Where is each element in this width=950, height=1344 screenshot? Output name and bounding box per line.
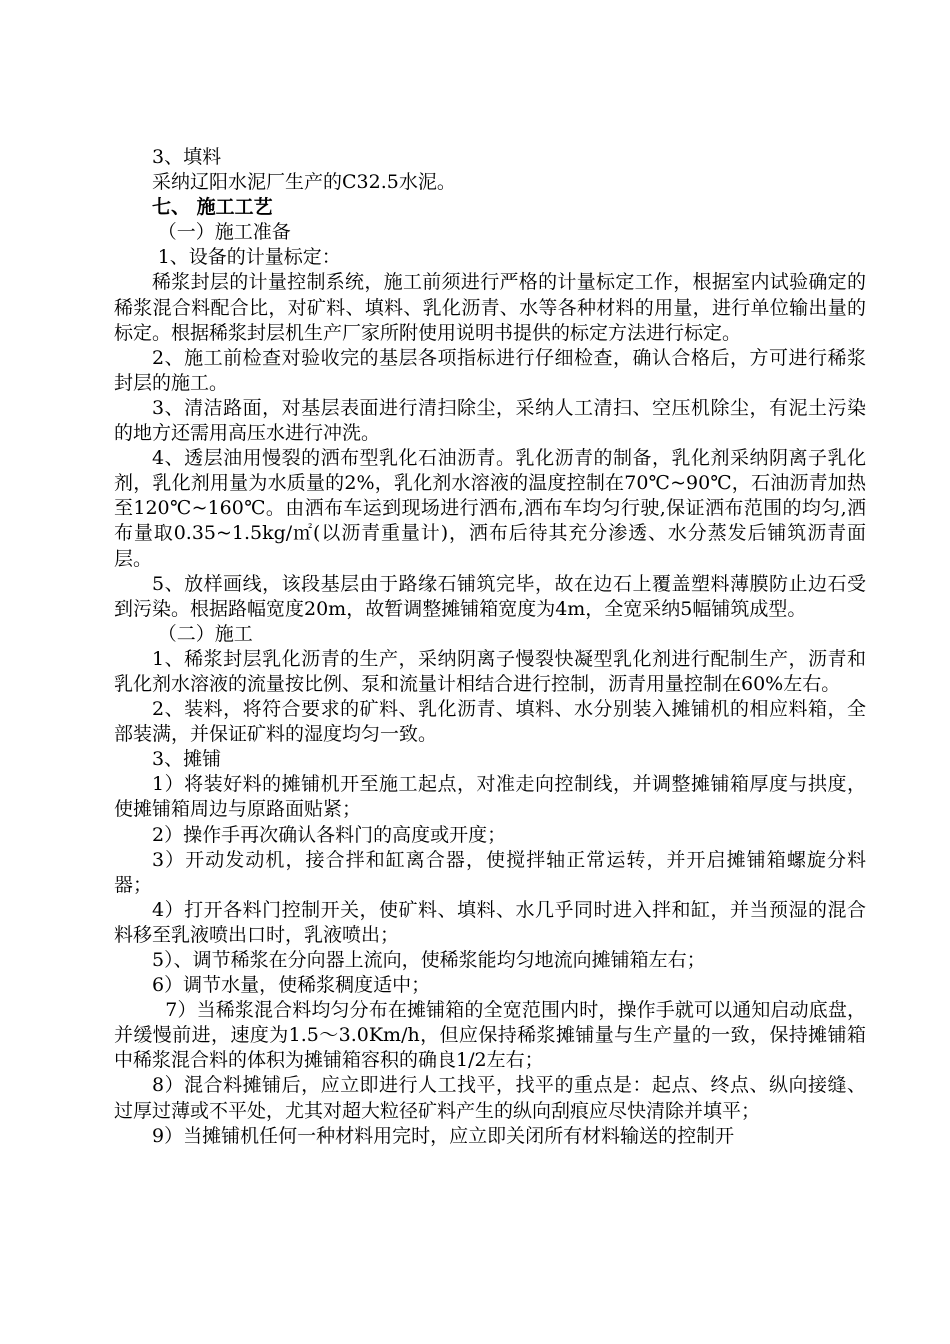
paragraph-base-inspection: 2、施工前检查对验收完的基层各项指标进行仔细检查，确认合格后，方可进行稀浆封层的施工。 [114, 346, 866, 394]
step-8: 8）混合料摊铺后，应立即进行人工找平，找平的重点是：起点、终点、纵向接缝、过厚过薄或不平处，尤其对超大粒径矿料产生的纵向刮痕应尽快清除并填平； [114, 1074, 866, 1122]
step-1: 1）将装好料的摊铺机开至施工起点，对准走向控制线，并调整摊铺箱厚度与拱度，使摊铺箱周边与原路面贴紧； [114, 773, 866, 821]
step-5: 5）、调节稀浆在分向器上流向，使稀浆能均匀地流向摊铺箱左右； [152, 949, 706, 971]
step-4: 4）打开各料门控制开关，使矿料、填料、水几乎同时进入拌和缸，并当预湿的混合料移至乳液喷出口时，乳液喷出； [114, 898, 866, 946]
step-3: 3）开动发动机，接合拌和缸离合器，使搅拌轴正常运转，并开启摊铺箱螺旋分料器； [114, 848, 866, 896]
step-9: 9）当摊铺机任何一种材料用完时，应立即关闭所有材料输送的控制开 [152, 1124, 735, 1147]
document-body [114, 145, 866, 1149]
paragraph-loading: 2、装料，将符合要求的矿料、乳化沥青、填料、水分别装入摊铺机的相应料箱，全部装满，并保证矿料的湿度均匀一致。 [114, 698, 866, 746]
step-2: 2）操作手再次确认各料门的高度或开度； [152, 823, 507, 846]
section-heading-construction-process: 七、 施工工艺 [152, 196, 273, 219]
subsection-filler: 3、填料 [152, 146, 222, 168]
paragraph-calibration: 稀浆封层的计量控制系统，施工前须进行严格的计量标定工作，根据室内试验确定的稀浆混合料配合比，对矿料、填料、乳化沥青、水等各种材料的用量，进行单位输出量的标定。根据稀浆封层机生产厂家所附使用说明书提供的标定方法进行标定。 [114, 271, 866, 344]
item-paving: 3、摊铺 [152, 748, 222, 771]
paragraph-layout-marking: 5、放样画线，该段基层由于路缘石铺筑完毕，故在边石上覆盖塑料薄膜防止边石受到污染。根据路幅宽度20m，故暂调整摊铺箱宽度为4m，全宽采纳5幅铺筑成型。 [114, 572, 866, 620]
paragraph-emulsion-production: 1、稀浆封层乳化沥青的生产，采纳阴离子慢裂快凝型乳化剂进行配制生产，沥青和乳化剂水溶液的流量按比例、泵和流量计相结合进行控制，沥青用量控制在60%左右。 [114, 647, 866, 695]
paragraph-prime-coat: 4、透层油用慢裂的洒布型乳化石油沥青。乳化沥青的制备，乳化剂采纳阴离子乳化剂，乳化剂用量为水质量的2%，乳化剂水溶液的温度控制在70℃~90℃，石油沥青加热至120℃~160℃。由洒布车运到现场进行洒布,洒布车均匀行驶,保证洒布范围的均匀,洒布量取0.35~1.5kg/㎡(以沥青重量计)，洒布后待其充分渗透、水分蒸发后铺筑沥青面层。 [114, 447, 866, 570]
paragraph-road-cleaning: 3、清洁路面，对基层表面进行清扫除尘，采纳人工清扫、空压机除尘，有泥土污染的地方还需用高压水进行冲洗。 [114, 396, 866, 445]
item-equipment-calibration: 1、设备的计量标定： [157, 246, 341, 269]
step-7: 7）当稀浆混合料均匀分布在摊铺箱的全宽范围内时，操作手就可以通知启动底盘，并缓慢前进，速度为1.5～3.0Km/h，但应保持稀浆摊铺量与生产量的一致，保持摊铺箱中稀浆混合料的体积为摊铺箱容积的确良1/2左右； [114, 999, 866, 1072]
subsection-construction: （二）施工 [157, 622, 253, 645]
step-6: 6）调节水量，使稀浆稠度适中； [152, 974, 431, 997]
subsection-preparation: （一）施工准备 [157, 221, 291, 244]
paragraph-filler-cement: 采纳辽阳水泥厂生产的C32.5水泥。 [152, 171, 456, 194]
